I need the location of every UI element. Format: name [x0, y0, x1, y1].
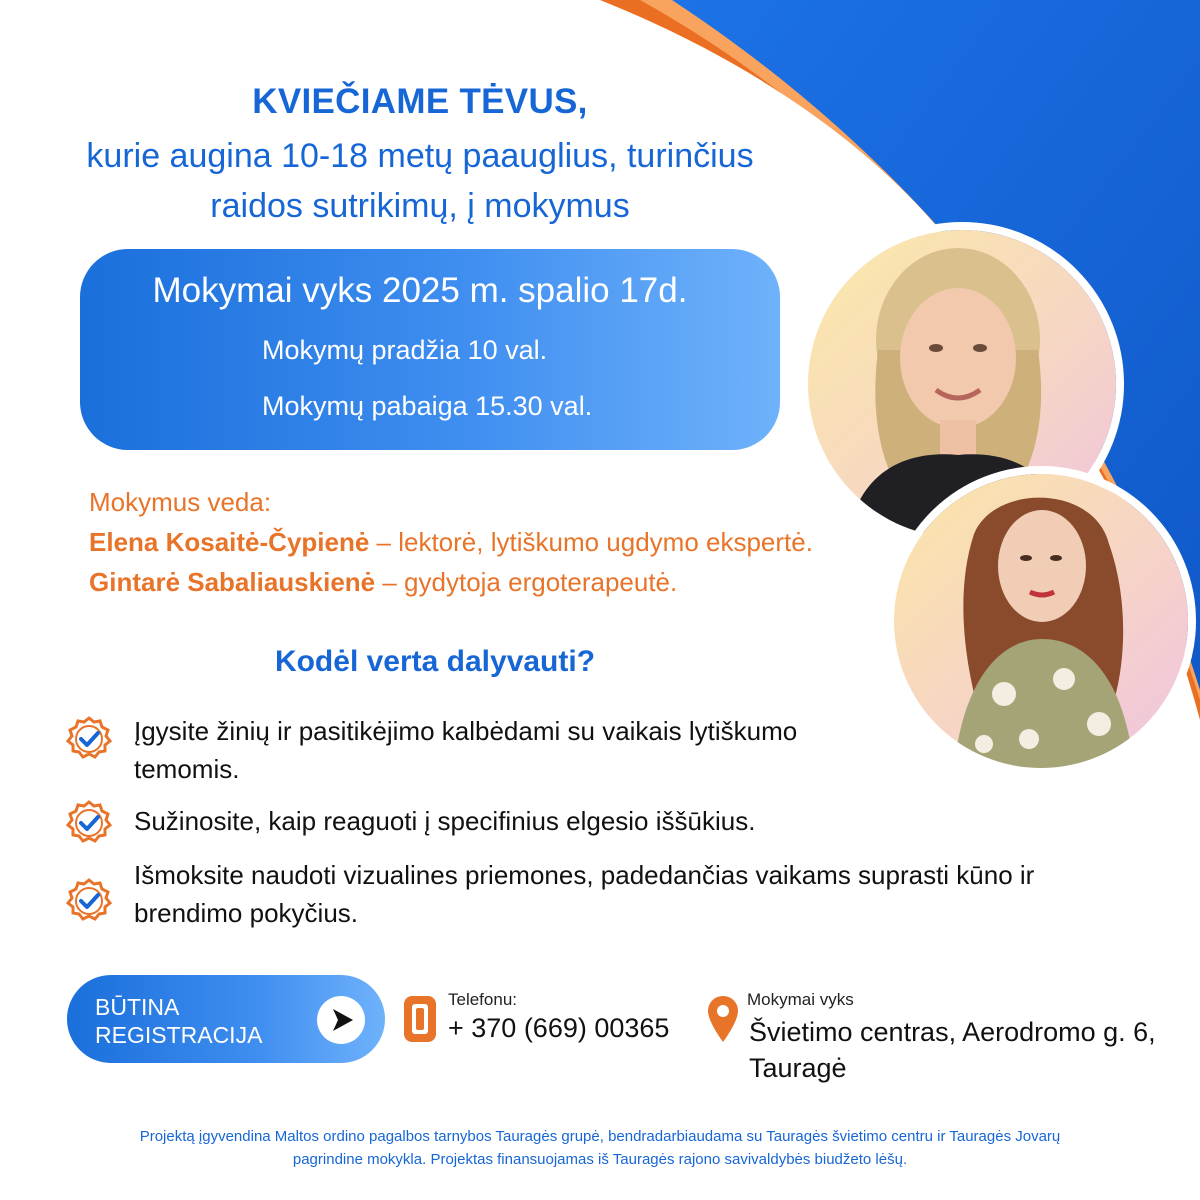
subtitle-line-2: raidos sutrikimų, į mokymus [210, 187, 630, 225]
why-participate-title: Kodėl verta dalyvauti? [274, 645, 596, 678]
check-badge-icon [66, 716, 112, 762]
lecturer-1 [89, 522, 813, 562]
benefit-item-3 [66, 856, 1156, 936]
benefit-3-line-1: Išmoksite naudoti vizualines priemones, padedančias vaikams suprasti kūno ir [134, 860, 1035, 890]
start-time: Mokymų pradžia 10 val. [262, 335, 548, 365]
page-title: KVIEČIAME TĖVUS, [252, 82, 588, 121]
phone-icon [400, 992, 440, 1046]
check-badge-icon [66, 800, 112, 846]
subtitle-line-1: kurie augina 10-18 metų paauglius, turinčius [86, 137, 754, 175]
phone-number[interactable]: + 370 (669) 00365 [448, 1013, 670, 1043]
lecturer-1-role: – lektorė, lytiškumo ugdymo ekspertė. [369, 527, 813, 557]
registration-line-1: BŪTINA [95, 994, 180, 1020]
end-time: Mokymų pabaiga 15.30 val. [262, 391, 593, 421]
footer-line-1: Projektą įgyvendina Maltos ordino pagalbos tarnybos Tauragės grupė, bendradarbiaudama su Tauragės švietimo centru ir Tauragės Jovarų [139, 1128, 1061, 1145]
footer-note [60, 1125, 1140, 1171]
lecturers-intro: Mokymus veda: [89, 487, 272, 517]
lecturers-block [89, 482, 813, 602]
registration-line-2: REGISTRACIJA [95, 1022, 263, 1048]
benefit-1-line-2: temomis. [134, 754, 240, 784]
check-badge-icon [66, 878, 112, 924]
lecturer-1-name: Elena Kosaitė-Čypienė [89, 527, 370, 557]
location-line-2: Tauragė [749, 1053, 847, 1083]
benefit-2-line-1: Sužinosite, kaip reaguoti į specifinius elgesio iššūkius. [134, 806, 756, 836]
footer-line-2: pagrindine mokykla. Projektas finansuojamas iš Tauragės rajono savivaldybės biudžeto lėšų. [292, 1151, 908, 1168]
lecturer-2-role: – gydytoja ergoterapeutė. [375, 567, 678, 597]
lecturer-2-photo [886, 466, 1196, 776]
schedule-box [80, 249, 780, 450]
lecturer-2 [89, 562, 813, 602]
benefit-item-2 [66, 802, 1156, 846]
play-arrow-icon[interactable] [317, 996, 365, 1044]
benefit-3-line-2: brendimo pokyčius. [134, 898, 358, 928]
event-date: Mokymai vyks 2025 m. spalio 17d. [152, 271, 688, 310]
registration-button[interactable] [67, 975, 385, 1063]
lecturer-2-name: Gintarė Sabaliauskienė [89, 567, 376, 597]
benefit-1-line-1: Įgysite žinių ir pasitikėjimo kalbėdami su vaikais lytiškumo [134, 716, 798, 746]
location-label: Mokymai vyks [747, 990, 854, 1009]
phone-label: Telefonu: [448, 990, 517, 1009]
location-line-1: Švietimo centras, Aerodromo g. 6, [749, 1017, 1156, 1047]
registration-label [95, 993, 262, 1049]
location-pin-icon [706, 994, 740, 1050]
